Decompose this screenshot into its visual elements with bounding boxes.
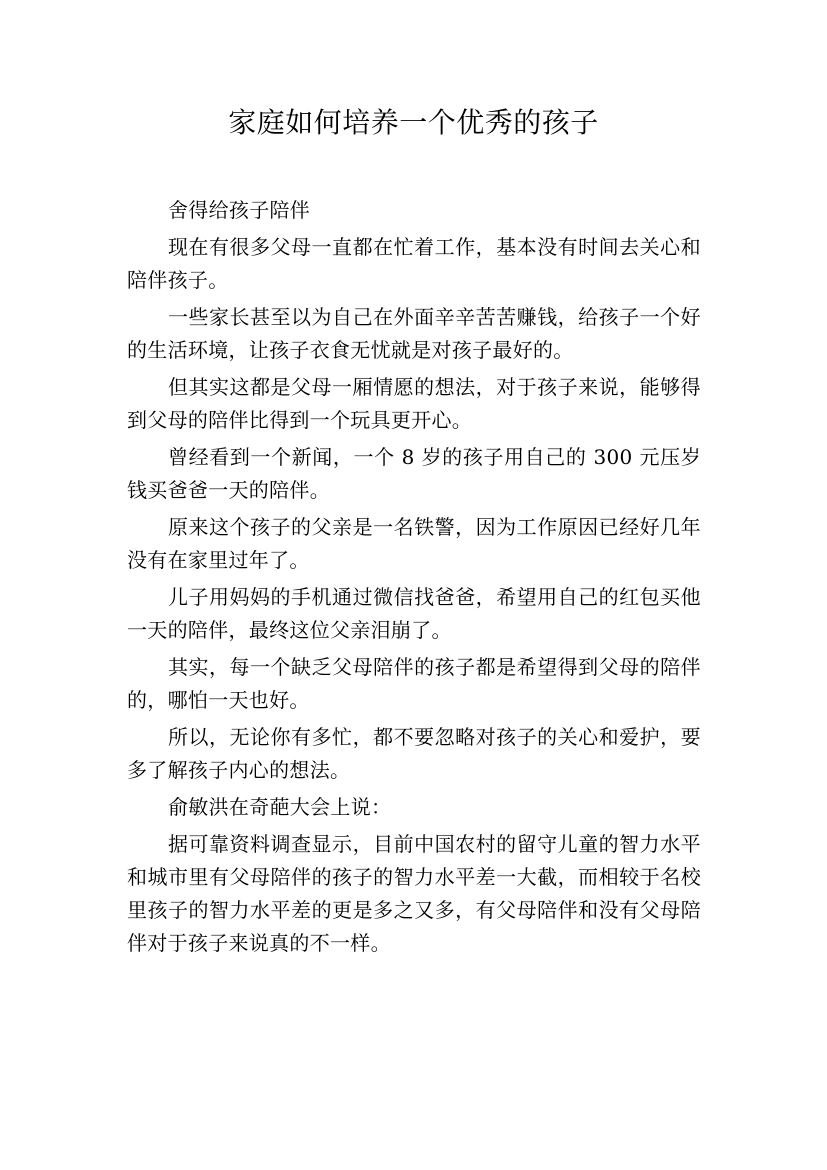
- paragraph: 儿子用妈妈的手机通过微信找爸爸，希望用自己的红包买他一天的陪伴，最终这位父亲泪崩了。: [127, 585, 701, 642]
- paragraph: 一些家长甚至以为自己在外面辛辛苦苦赚钱，给孩子一个好的生活环境，让孩子衣食无忧就是对孩子最好的。: [127, 305, 701, 362]
- paragraph: 其实，每一个缺乏父母陪伴的孩子都是希望得到父母的陪伴的，哪怕一天也好。: [127, 655, 701, 712]
- paragraph: 舍得给孩子陪伴: [168, 198, 311, 222]
- paragraph: 所以，无论你有多忙，都不要忽略对孩子的关心和爱护，要多了解孩子内心的想法。: [127, 725, 701, 782]
- paragraph: 曾经看到一个新闻，一个 8 岁的孩子用自己的 300 元压岁钱买爸爸一天的陪伴。: [127, 445, 701, 502]
- paragraph: 据可靠资料调查显示，目前中国农村的留守儿童的智力水平和城市里有父母陪伴的孩子的智力水平差一大截，而相较于名校里孩子的智力水平差的更是多之又多，有父母陪伴和没有父母陪伴对于孩子来说真的不一样。: [127, 832, 701, 955]
- paragraph: 现在有很多父母一直都在忙着工作，基本没有时间去关心和陪伴孩子。: [127, 235, 701, 292]
- document-body: [127, 194, 701, 964]
- paragraph: 但其实这都是父母一厢情愿的想法，对于孩子来说，能够得到父母的陪伴比得到一个玩具更开心。: [127, 375, 701, 432]
- paragraph: 俞敏洪在奇葩大会上说：: [168, 795, 392, 819]
- document-title: 家庭如何培养一个优秀的孩子: [228, 106, 599, 139]
- paragraph: 原来这个孩子的父亲是一名铁警，因为工作原因已经好几年没有在家里过年了。: [127, 515, 701, 572]
